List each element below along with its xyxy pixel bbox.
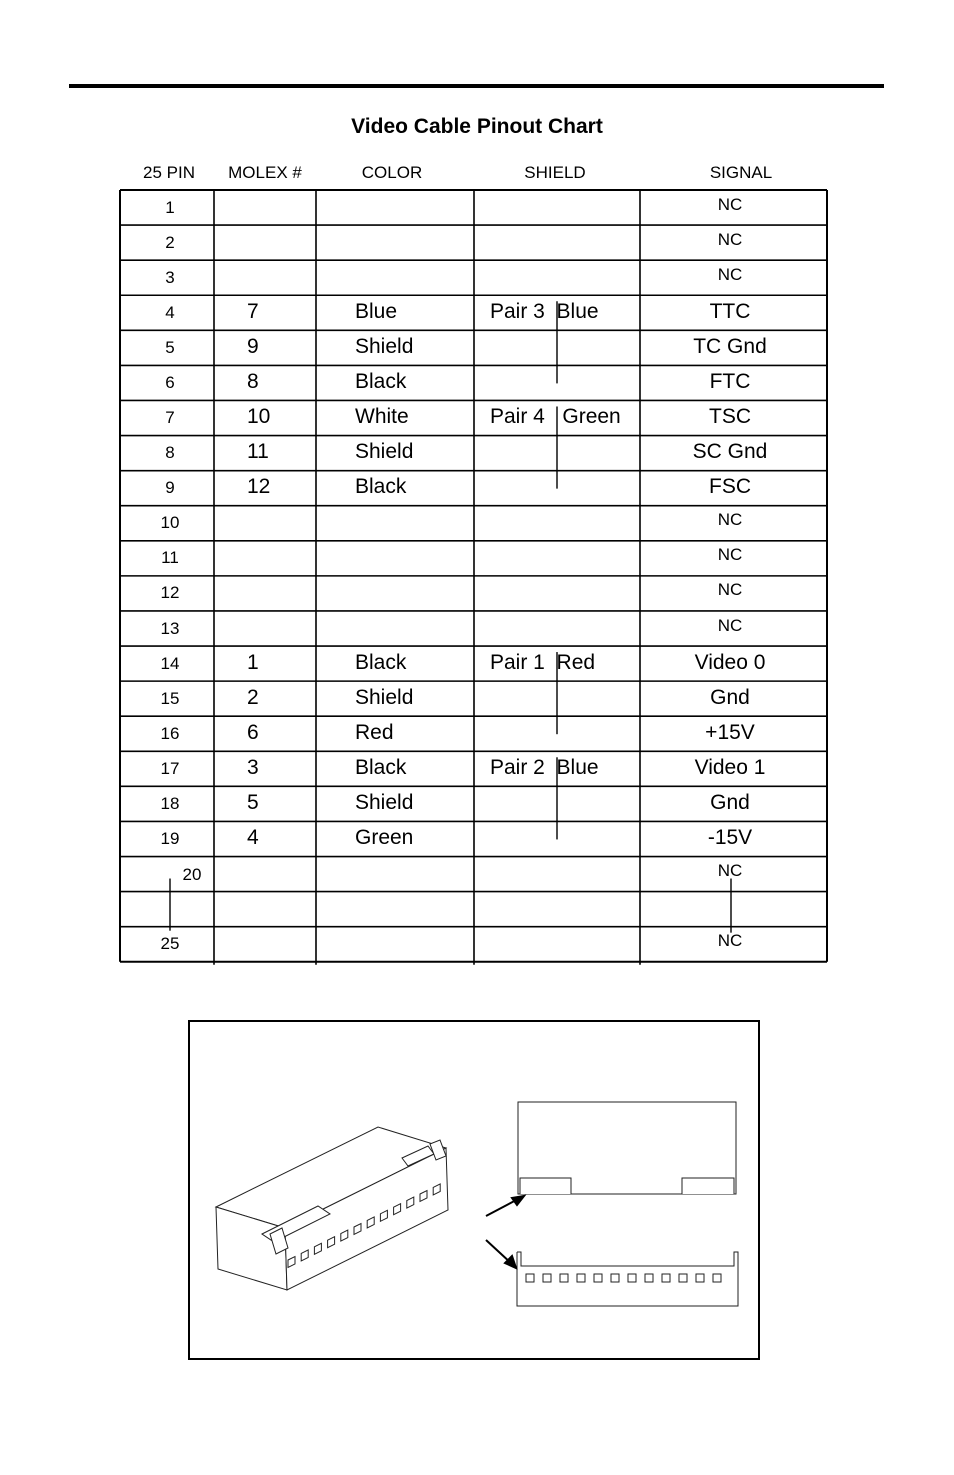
front-pin-socket bbox=[577, 1274, 585, 1282]
pin-number: 20 bbox=[182, 865, 202, 885]
pin-number: 3 bbox=[165, 267, 175, 287]
pin-number: 4 bbox=[165, 302, 175, 322]
signal-name: NC bbox=[717, 264, 743, 284]
shield-pair: Pair 3 Blue bbox=[490, 299, 599, 323]
pin-number: 7 bbox=[165, 408, 175, 428]
signal-name: TSC bbox=[709, 405, 751, 429]
molex-number: 5 bbox=[247, 790, 259, 814]
pin-number: 6 bbox=[165, 372, 175, 392]
header-molex: MOLEX # bbox=[228, 163, 302, 182]
molex-number: 8 bbox=[247, 369, 259, 393]
molex-number: 10 bbox=[247, 405, 271, 429]
signal-name: FTC bbox=[709, 369, 751, 393]
signal-name: NC bbox=[717, 615, 743, 635]
molex-number: 4 bbox=[247, 825, 259, 849]
header-shield: SHIELD bbox=[524, 163, 586, 182]
connector-illustration bbox=[190, 1022, 758, 1358]
shield-pair: Pair 2 Blue bbox=[490, 755, 599, 779]
pin-number: 8 bbox=[165, 443, 175, 463]
pin-number: 19 bbox=[160, 828, 180, 848]
header-pin: 25 PIN bbox=[143, 163, 195, 182]
signal-name: TC Gnd bbox=[693, 334, 767, 358]
molex-number: 2 bbox=[247, 685, 259, 709]
pin-number: 10 bbox=[160, 513, 180, 533]
shield-pair: Pair 1 Red bbox=[490, 650, 596, 674]
molex-number: 1 bbox=[247, 650, 259, 674]
molex-number: 12 bbox=[247, 475, 271, 499]
pin-number: 5 bbox=[165, 337, 175, 357]
signal-name: +15V bbox=[705, 720, 755, 744]
pin-number: 2 bbox=[165, 232, 175, 252]
signal-name: NC bbox=[717, 510, 743, 530]
signal-name: Video 1 bbox=[694, 755, 766, 779]
pin-number: 13 bbox=[160, 618, 180, 638]
molex-number: 6 bbox=[247, 720, 259, 744]
pin-number: 16 bbox=[160, 723, 180, 743]
front-pin-socket bbox=[645, 1274, 653, 1282]
header-signal: SIGNAL bbox=[709, 163, 773, 182]
wire-color: Green bbox=[355, 825, 414, 849]
pin-number: 25 bbox=[160, 934, 180, 954]
pin-number: 12 bbox=[160, 583, 180, 603]
front-pin-socket bbox=[611, 1274, 619, 1282]
wire-color: Blue bbox=[355, 299, 398, 323]
connector-diagram bbox=[188, 1020, 760, 1360]
signal-name: NC bbox=[717, 580, 743, 600]
signal-name: -15V bbox=[707, 825, 753, 849]
signal-name: Gnd bbox=[710, 790, 750, 814]
front-pin-socket bbox=[594, 1274, 602, 1282]
signal-name: NC bbox=[717, 931, 743, 951]
front-pin-socket bbox=[526, 1274, 534, 1282]
pin-number: 18 bbox=[160, 793, 180, 813]
signal-name: Video 0 bbox=[694, 650, 766, 674]
top-view-notch-left bbox=[520, 1178, 571, 1194]
front-pin-socket bbox=[628, 1274, 636, 1282]
header-color: COLOR bbox=[361, 163, 423, 182]
signal-name: NC bbox=[717, 229, 743, 249]
front-pin-socket bbox=[662, 1274, 670, 1282]
signal-name: FSC bbox=[709, 475, 751, 499]
wire-color: Black bbox=[355, 475, 407, 499]
front-pin-socket bbox=[696, 1274, 704, 1282]
molex-number: 11 bbox=[247, 440, 269, 464]
signal-name: NC bbox=[717, 545, 743, 565]
wire-color: Shield bbox=[355, 790, 414, 814]
wire-color: Red bbox=[355, 720, 394, 744]
wire-color: Shield bbox=[355, 334, 414, 358]
wire-color: Black bbox=[355, 369, 407, 393]
wire-color: White bbox=[355, 405, 409, 429]
pin-number: 1 bbox=[165, 197, 175, 217]
molex-number: 3 bbox=[247, 755, 259, 779]
front-pin-socket bbox=[713, 1274, 721, 1282]
molex-number: 7 bbox=[247, 299, 259, 323]
pin-number: 9 bbox=[165, 478, 175, 498]
signal-name: TTC bbox=[709, 299, 751, 323]
wire-color: Shield bbox=[355, 440, 414, 464]
chart-title: Video Cable Pinout Chart bbox=[351, 115, 603, 138]
arrow-head-top bbox=[512, 1196, 524, 1205]
top-view-notch-right bbox=[682, 1178, 734, 1194]
wire-color: Black bbox=[355, 755, 407, 779]
pin-number: 11 bbox=[161, 548, 179, 568]
wire-color: Shield bbox=[355, 685, 414, 709]
pin-number: 15 bbox=[160, 688, 180, 708]
front-pin-socket bbox=[560, 1274, 568, 1282]
signal-name: NC bbox=[717, 194, 743, 214]
pin-number: 14 bbox=[160, 653, 180, 673]
signal-name: SC Gnd bbox=[692, 440, 768, 464]
pin-number: 17 bbox=[160, 758, 180, 778]
signal-name: Gnd bbox=[710, 685, 750, 709]
front-pin-socket bbox=[679, 1274, 687, 1282]
molex-number: 9 bbox=[247, 334, 259, 358]
signal-name: NC bbox=[717, 861, 743, 881]
shield-pair: Pair 4 Green bbox=[490, 405, 621, 429]
wire-color: Black bbox=[355, 650, 407, 674]
front-pin-socket bbox=[543, 1274, 551, 1282]
